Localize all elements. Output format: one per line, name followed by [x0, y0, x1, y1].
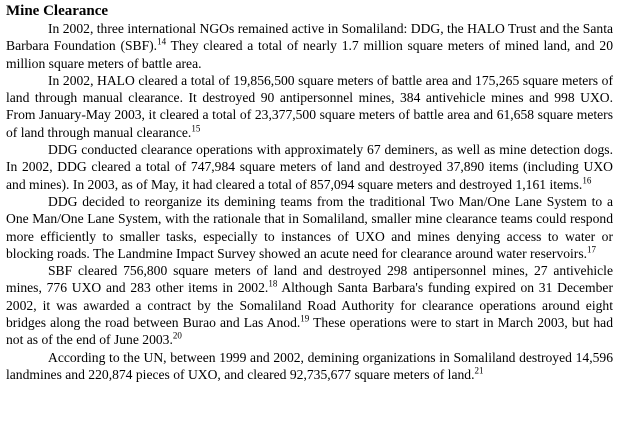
paragraph-text: Although Santa Barbara's funding expired on 31 December 2002, it was awarded a contract by the Somaliland Road Authority for clearance operations around eight bridges along the road between Burao and Las Anod. — [6, 280, 613, 331]
paragraph-text: According to the UN, between 1999 and 2002, demining organizations in Somaliland destroyed 14,596 landmines and 220,874 pieces of UXO, and cleared 92,735,677 square meters of land. — [6, 349, 613, 382]
paragraph-ddg-reorg — [6, 193, 613, 262]
paragraph-text: DDG decided to reorganize its demining teams from the traditional Two Man/One Lane System to a One Man/One Lane System, with the rationale that in Somaliland, smaller mine clearance teams could respond more efficiently to smaller tasks, especially to instances of UXO and mines denying access to water or blocking roads. The Landmine Impact Survey showed an acute need for clearance around water reservoirs. — [6, 193, 613, 261]
paragraph-text: SBF cleared 756,800 square meters of land and destroyed 298 antipersonnel mines, 27 antivehicle mines, 776 UXO and 283 other items in 2002. — [6, 263, 613, 296]
footnote-ref: 14 — [157, 36, 167, 47]
footnote-ref: 15 — [191, 123, 201, 134]
paragraph-ngos — [6, 20, 613, 72]
paragraph-text: These operations were to start in March 2003, but had not as of the end of June 2003. — [6, 315, 613, 348]
footnote-ref: 20 — [172, 330, 182, 341]
paragraph-un — [6, 349, 613, 384]
paragraph-text: In 2002, HALO cleared a total of 19,856,500 square meters of battle area and 175,265 square meters of land through manual clearance. It destroyed 90 antipersonnel mines, 384 antivehicle mines and 998 UXO. From January-May 2003, it cleared a total of 23,377,500 square meters of battle area and 61,658 square meters of land through manual clearance. — [6, 72, 613, 140]
footnote-ref: 21 — [474, 365, 484, 376]
footnote-ref: 19 — [300, 313, 310, 324]
paragraph-text: DDG conducted clearance operations with approximately 67 deminers, as well as mine detection dogs. In 2002, DDG cleared a total of 747,984 square meters of land and destroyed 37,890 items (including UXO and mines). In 2003, as of May, it had cleared a total of 857,094 square meters and destroyed 1,161 items. — [6, 142, 613, 192]
section-heading: Mine Clearance — [6, 3, 109, 19]
paragraph-halo — [6, 72, 613, 141]
footnote-ref: 16 — [582, 175, 592, 186]
paragraph-text: They cleared a total of nearly 1.7 million square meters of mined land, and 20 million square meters of battle area. — [6, 38, 614, 71]
paragraph-text: In 2002, three international NGOs remained active in Somaliland: DDG, the HALO Trust and the Santa Barbara Foundation (SBF). — [6, 21, 613, 54]
footnote-ref: 17 — [587, 244, 597, 255]
footnote-ref: 18 — [268, 278, 278, 289]
paragraph-ddg — [6, 141, 613, 193]
paragraph-sbf — [6, 262, 613, 348]
